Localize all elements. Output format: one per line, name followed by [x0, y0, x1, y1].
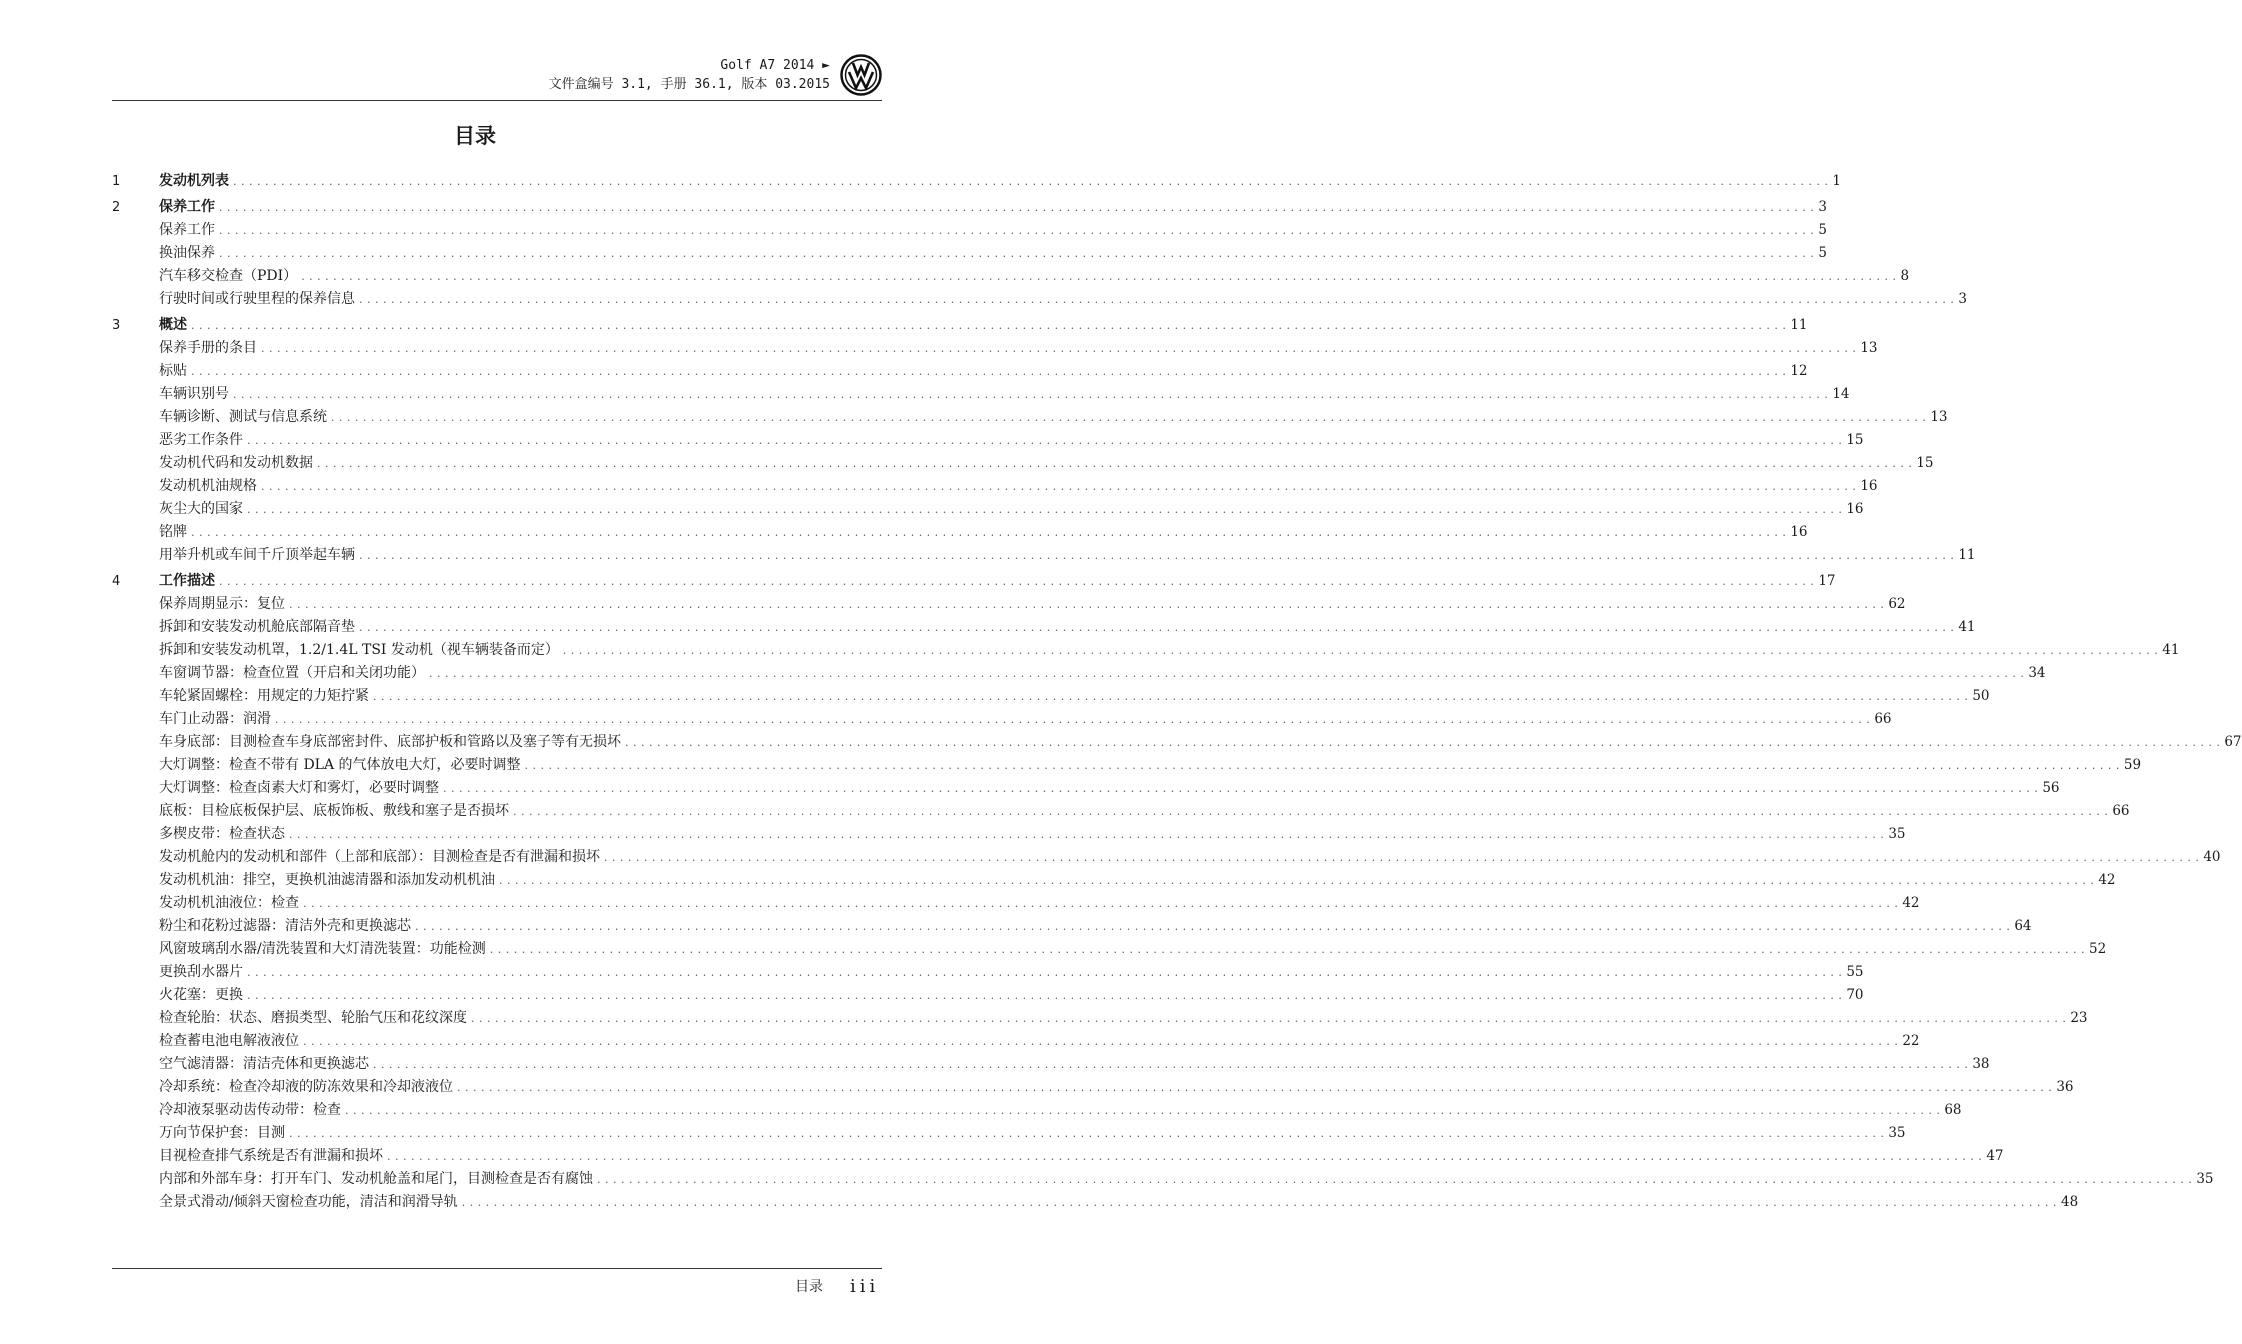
- toc-entry[interactable]: [112, 823, 1906, 846]
- toc-entry[interactable]: [112, 662, 2046, 685]
- dot-leader: ........................................................................................................................................................................................................: [562, 644, 2163, 657]
- page-number: 66: [2112, 803, 2130, 819]
- page-number: 47: [1986, 1148, 2004, 1164]
- page-number: 42: [2098, 872, 2116, 888]
- toc-entry[interactable]: [112, 777, 2060, 800]
- toc-entry[interactable]: [112, 1053, 1990, 1076]
- page-number: 55: [1846, 964, 1864, 980]
- dot-leader: ........................................................................................................................................................................................................: [233, 388, 1833, 401]
- dot-leader: ........................................................................................................................................................................................................: [513, 805, 2113, 818]
- toc-entry[interactable]: [112, 498, 1864, 521]
- entry-label: 火花塞：更换: [159, 984, 247, 1007]
- page-number: 67: [2224, 734, 2242, 750]
- dot-leader: ........................................................................................................................................................................................................: [359, 293, 1959, 306]
- toc-entry[interactable]: [112, 1122, 1906, 1145]
- toc-entry[interactable]: [112, 1145, 2004, 1168]
- entry-label: 车身底部：目测检查车身底部密封件、底部护板和管路以及塞子等有无损坏: [159, 731, 625, 754]
- page-number: 66: [1874, 711, 1892, 727]
- dot-leader: ........................................................................................................................................................................................................: [289, 828, 1889, 841]
- toc-entry[interactable]: [112, 288, 1967, 311]
- entry-label: 空气滤清器：清洁壳体和更换滤芯: [159, 1053, 373, 1076]
- toc-entry[interactable]: [112, 337, 1878, 360]
- page-number: 11: [1958, 547, 1976, 563]
- page-number: 40: [2203, 849, 2221, 865]
- page-number: 14: [1832, 386, 1850, 402]
- page-number: 48: [2061, 1194, 2079, 1210]
- page-number: 23: [2070, 1010, 2088, 1026]
- page-number: 1: [1832, 173, 1841, 189]
- dot-leader: ........................................................................................................................................................................................................: [499, 874, 2099, 887]
- entry-label: 灰尘大的国家: [159, 498, 247, 521]
- page-number: 16: [1846, 501, 1864, 517]
- page-number: 34: [2028, 665, 2046, 681]
- entry-label: 恶劣工作条件: [159, 429, 247, 452]
- toc-section: [112, 196, 1967, 311]
- dot-leader: ........................................................................................................................................................................................................: [219, 247, 1819, 260]
- toc-section-heading[interactable]: [112, 170, 1841, 193]
- entry-label: 全景式滑动/倾斜天窗检查功能，清洁和润滑导轨: [159, 1191, 462, 1214]
- footer-rule: [112, 1268, 882, 1269]
- page-number: 36: [2056, 1079, 2074, 1095]
- page-number: 41: [2162, 642, 2180, 658]
- entry-label: 检查蓄电池电解液液位: [159, 1030, 303, 1053]
- dot-leader: ........................................................................................................................................................................................................: [247, 434, 1847, 447]
- page-number: 15: [1846, 432, 1864, 448]
- entry-label: 拆卸和安装发动机罩，1.2/1.4L TSI 发动机（视车辆装备而定）: [159, 639, 563, 662]
- page-number: 11: [1790, 317, 1808, 333]
- toc-entry[interactable]: [112, 616, 1976, 639]
- page-number: 52: [2089, 941, 2107, 957]
- toc-entry[interactable]: [112, 1076, 2074, 1099]
- toc-entry[interactable]: [112, 593, 1906, 616]
- toc-entry[interactable]: [112, 708, 1892, 731]
- dot-leader: ........................................................................................................................................................................................................: [261, 342, 1861, 355]
- dot-leader: ........................................................................................................................................................................................................: [345, 1104, 1945, 1117]
- entry-label: 粉尘和花粉过滤器：清洁外壳和更换滤芯: [159, 915, 415, 938]
- section-title: 保养工作: [159, 196, 219, 219]
- toc-section: [112, 570, 2242, 1214]
- dot-leader: ........................................................................................................................................................................................................: [261, 480, 1861, 493]
- toc-entry[interactable]: [112, 1099, 1962, 1122]
- dot-leader: ........................................................................................................................................................................................................: [219, 224, 1819, 237]
- dot-leader: ........................................................................................................................................................................................................: [289, 1127, 1889, 1140]
- page-number: 3: [1958, 291, 1967, 307]
- page-number: 68: [1944, 1102, 1962, 1118]
- dot-leader: ........................................................................................................................................................................................................: [489, 943, 2090, 956]
- page-number: 16: [1860, 478, 1878, 494]
- toc-section-heading[interactable]: [112, 314, 1808, 337]
- toc-section: [112, 314, 1976, 567]
- dot-leader: ........................................................................................................................................................................................................: [604, 851, 2204, 864]
- entry-label: 冷却液泵驱动齿传动带：检查: [159, 1099, 345, 1122]
- dot-leader: ........................................................................................................................................................................................................: [387, 1150, 1987, 1163]
- dot-leader: ........................................................................................................................................................................................................: [301, 270, 1901, 283]
- entry-label: 发动机机油规格: [159, 475, 261, 498]
- page-number: 5: [1818, 245, 1827, 261]
- dot-leader: ........................................................................................................................................................................................................: [191, 526, 1791, 539]
- dot-leader: ........................................................................................................................................................................................................: [373, 1058, 1973, 1071]
- footer-label: 目录: [795, 1279, 823, 1295]
- dot-leader: ........................................................................................................................................................................................................: [247, 503, 1847, 516]
- dot-leader: ........................................................................................................................................................................................................: [625, 736, 2225, 749]
- dot-leader: ........................................................................................................................................................................................................: [191, 365, 1791, 378]
- entry-label: 冷却系统：检查冷却液的防冻效果和冷却液液位: [159, 1076, 457, 1099]
- dot-leader: ........................................................................................................................................................................................................: [471, 1012, 2071, 1025]
- entry-label: 车辆诊断、测试与信息系统: [159, 406, 331, 429]
- dot-leader: ........................................................................................................................................................................................................: [191, 319, 1791, 332]
- entry-label: 发动机机油液位：检查: [159, 892, 303, 915]
- page-number: 12: [1790, 363, 1808, 379]
- toc-entry[interactable]: [112, 242, 1827, 265]
- page-number: 16: [1790, 524, 1808, 540]
- dot-leader: ........................................................................................................................................................................................................: [303, 897, 1903, 910]
- entry-label: 发动机机油：排空，更换机油滤清器和添加发动机机油: [159, 869, 499, 892]
- toc-entry[interactable]: [112, 521, 1808, 544]
- page-number: 5: [1818, 222, 1827, 238]
- section-title: 工作描述: [159, 570, 219, 593]
- toc-entry[interactable]: [112, 544, 1976, 567]
- toc-entry[interactable]: [112, 639, 2180, 662]
- entry-label: 拆卸和安装发动机舱底部隔音垫: [159, 616, 359, 639]
- dot-leader: ........................................................................................................................................................................................................: [524, 759, 2124, 772]
- toc-entry[interactable]: [112, 915, 2032, 938]
- entry-label: 万向节保护套：目测: [159, 1122, 289, 1145]
- toc-entry[interactable]: [112, 869, 2116, 892]
- entry-label: 用举升机或车间千斤顶举起车辆: [159, 544, 359, 567]
- toc-entry[interactable]: [112, 754, 2142, 777]
- dot-leader: ........................................................................................................................................................................................................: [359, 621, 1959, 634]
- page-number: 59: [2123, 757, 2142, 773]
- entry-label: 发动机代码和发动机数据: [159, 452, 317, 475]
- toc-entry[interactable]: [112, 1168, 2214, 1191]
- entry-label: 车辆识别号: [159, 383, 233, 406]
- entry-label: 保养工作: [159, 219, 219, 242]
- toc-entry[interactable]: [112, 219, 1827, 242]
- dot-leader: ........................................................................................................................................................................................................: [461, 1196, 2062, 1209]
- dot-leader: ........................................................................................................................................................................................................: [373, 690, 1973, 703]
- toc-entry[interactable]: [112, 800, 2130, 823]
- entry-label: 铭牌: [159, 521, 191, 544]
- page-number: 35: [2196, 1171, 2214, 1187]
- toc-entry[interactable]: [112, 383, 1850, 406]
- entry-label: 大灯调整：检查不带有 DLA 的气体放电大灯，必要时调整: [159, 754, 525, 777]
- entry-label: 内部和外部车身：打开车门、发动机舱盖和尾门，目测检查是否有腐蚀: [159, 1168, 597, 1191]
- toc-section-heading[interactable]: [112, 196, 1827, 219]
- entry-label: 发动机舱内的发动机和部件（上部和底部）：目测检查是否有泄漏和损坏: [159, 846, 604, 869]
- dot-leader: ........................................................................................................................................................................................................: [247, 989, 1847, 1002]
- dot-leader: ........................................................................................................................................................................................................: [457, 1081, 2057, 1094]
- header-model-line: Golf A7 2014 ►: [720, 58, 830, 73]
- page-header: [112, 52, 882, 100]
- table-of-contents: [112, 170, 2242, 1217]
- toc-entry[interactable]: [112, 892, 1920, 915]
- page-number: 35: [1888, 826, 1906, 842]
- page-number: 41: [1958, 619, 1976, 635]
- dot-leader: ........................................................................................................................................................................................................: [247, 966, 1847, 979]
- toc-entry[interactable]: [112, 846, 2221, 869]
- page-number: 42: [1902, 895, 1920, 911]
- toc-entry[interactable]: [112, 938, 2107, 961]
- page-number: 15: [1916, 455, 1934, 471]
- page-number: 56: [2042, 780, 2060, 796]
- entry-label: 多楔皮带：检查状态: [159, 823, 289, 846]
- page-number: 50: [1972, 688, 1990, 704]
- toc-entry[interactable]: [112, 1191, 2079, 1214]
- dot-leader: ........................................................................................................................................................................................................: [219, 201, 1819, 214]
- dot-leader: ........................................................................................................................................................................................................: [289, 598, 1889, 611]
- toc-section-heading[interactable]: [112, 570, 1836, 593]
- dot-leader: ........................................................................................................................................................................................................: [597, 1173, 2197, 1186]
- entry-label: 目视检查排气系统是否有泄漏和损坏: [159, 1145, 387, 1168]
- page-number: 62: [1888, 596, 1906, 612]
- toc-entry[interactable]: [112, 685, 1990, 708]
- toc-entry[interactable]: [112, 475, 1878, 498]
- dot-leader: ........................................................................................................................................................................................................: [443, 782, 2043, 795]
- toc-section: [112, 170, 1841, 193]
- page-number: 22: [1902, 1033, 1920, 1049]
- header-doc-line: 文件盒编号 3.1, 手册 36.1, 版本 03.2015: [548, 77, 830, 92]
- page-number: 17: [1818, 573, 1836, 589]
- toc-entry[interactable]: [112, 452, 1934, 475]
- entry-label: 车窗调节器：检查位置（开启和关闭功能）: [159, 662, 429, 685]
- toc-entry[interactable]: [112, 731, 2242, 754]
- page-number: 13: [1860, 340, 1878, 356]
- header-text: [549, 56, 830, 94]
- entry-label: 保养周期显示：复位: [159, 593, 289, 616]
- entry-label: 检查轮胎：状态、磨损类型、轮胎气压和花纹深度: [159, 1007, 471, 1030]
- entry-label: 大灯调整：检查卤素大灯和雾灯，必要时调整: [159, 777, 443, 800]
- page-number: 35: [1888, 1125, 1906, 1141]
- dot-leader: ........................................................................................................................................................................................................: [359, 549, 1959, 562]
- toc-entry[interactable]: [112, 265, 1910, 288]
- section-number: 4: [112, 574, 121, 589]
- entry-label: 保养手册的条目: [159, 337, 261, 360]
- toc-entry[interactable]: [112, 429, 1864, 452]
- dot-leader: ........................................................................................................................................................................................................: [331, 411, 1931, 424]
- page-number: 64: [2014, 918, 2032, 934]
- page-number: 13: [1930, 409, 1948, 425]
- dot-leader: ........................................................................................................................................................................................................: [317, 457, 1917, 470]
- entry-label: 行驶时间或行驶里程的保养信息: [159, 288, 359, 311]
- toc-entry[interactable]: [112, 360, 1808, 383]
- section-title: 概述: [159, 314, 191, 337]
- page-number: 70: [1846, 987, 1864, 1003]
- page-title: 目录: [454, 124, 496, 148]
- footer-page-number: iii: [850, 1276, 880, 1297]
- toc-entry[interactable]: [112, 1007, 2088, 1030]
- dot-leader: ........................................................................................................................................................................................................: [219, 575, 1819, 588]
- vw-logo-icon: [840, 54, 882, 96]
- page-number: 3: [1818, 199, 1827, 215]
- dot-leader: ........................................................................................................................................................................................................: [233, 175, 1833, 188]
- section-number: 2: [112, 200, 121, 215]
- toc-entry[interactable]: [112, 961, 1864, 984]
- entry-label: 车门止动器：润滑: [159, 708, 275, 731]
- dot-leader: ........................................................................................................................................................................................................: [429, 667, 2029, 680]
- toc-entry[interactable]: [112, 1030, 1920, 1053]
- dot-leader: ........................................................................................................................................................................................................: [275, 713, 1875, 726]
- entry-label: 汽车移交检查（PDI）: [159, 265, 301, 288]
- section-number: 3: [112, 318, 121, 333]
- header-rule: [112, 100, 882, 101]
- entry-label: 风窗玻璃刮水器/清洗装置和大灯清洗装置：功能检测: [159, 938, 490, 961]
- section-number: 1: [112, 174, 121, 189]
- dot-leader: ........................................................................................................................................................................................................: [415, 920, 2015, 933]
- dot-leader: ........................................................................................................................................................................................................: [303, 1035, 1903, 1048]
- entry-label: 标贴: [159, 360, 191, 383]
- section-title: 发动机列表: [159, 170, 233, 193]
- page-number: 38: [1972, 1056, 1990, 1072]
- toc-entry[interactable]: [112, 984, 1864, 1007]
- entry-label: 换油保养: [159, 242, 219, 265]
- page-number: 8: [1900, 268, 1910, 284]
- entry-label: 车轮紧固螺栓：用规定的力矩拧紧: [159, 685, 373, 708]
- toc-entry[interactable]: [112, 406, 1948, 429]
- entry-label: 底板：目检底板保护层、底板饰板、敷线和塞子是否损坏: [159, 800, 513, 823]
- entry-label: 更换刮水器片: [159, 961, 247, 984]
